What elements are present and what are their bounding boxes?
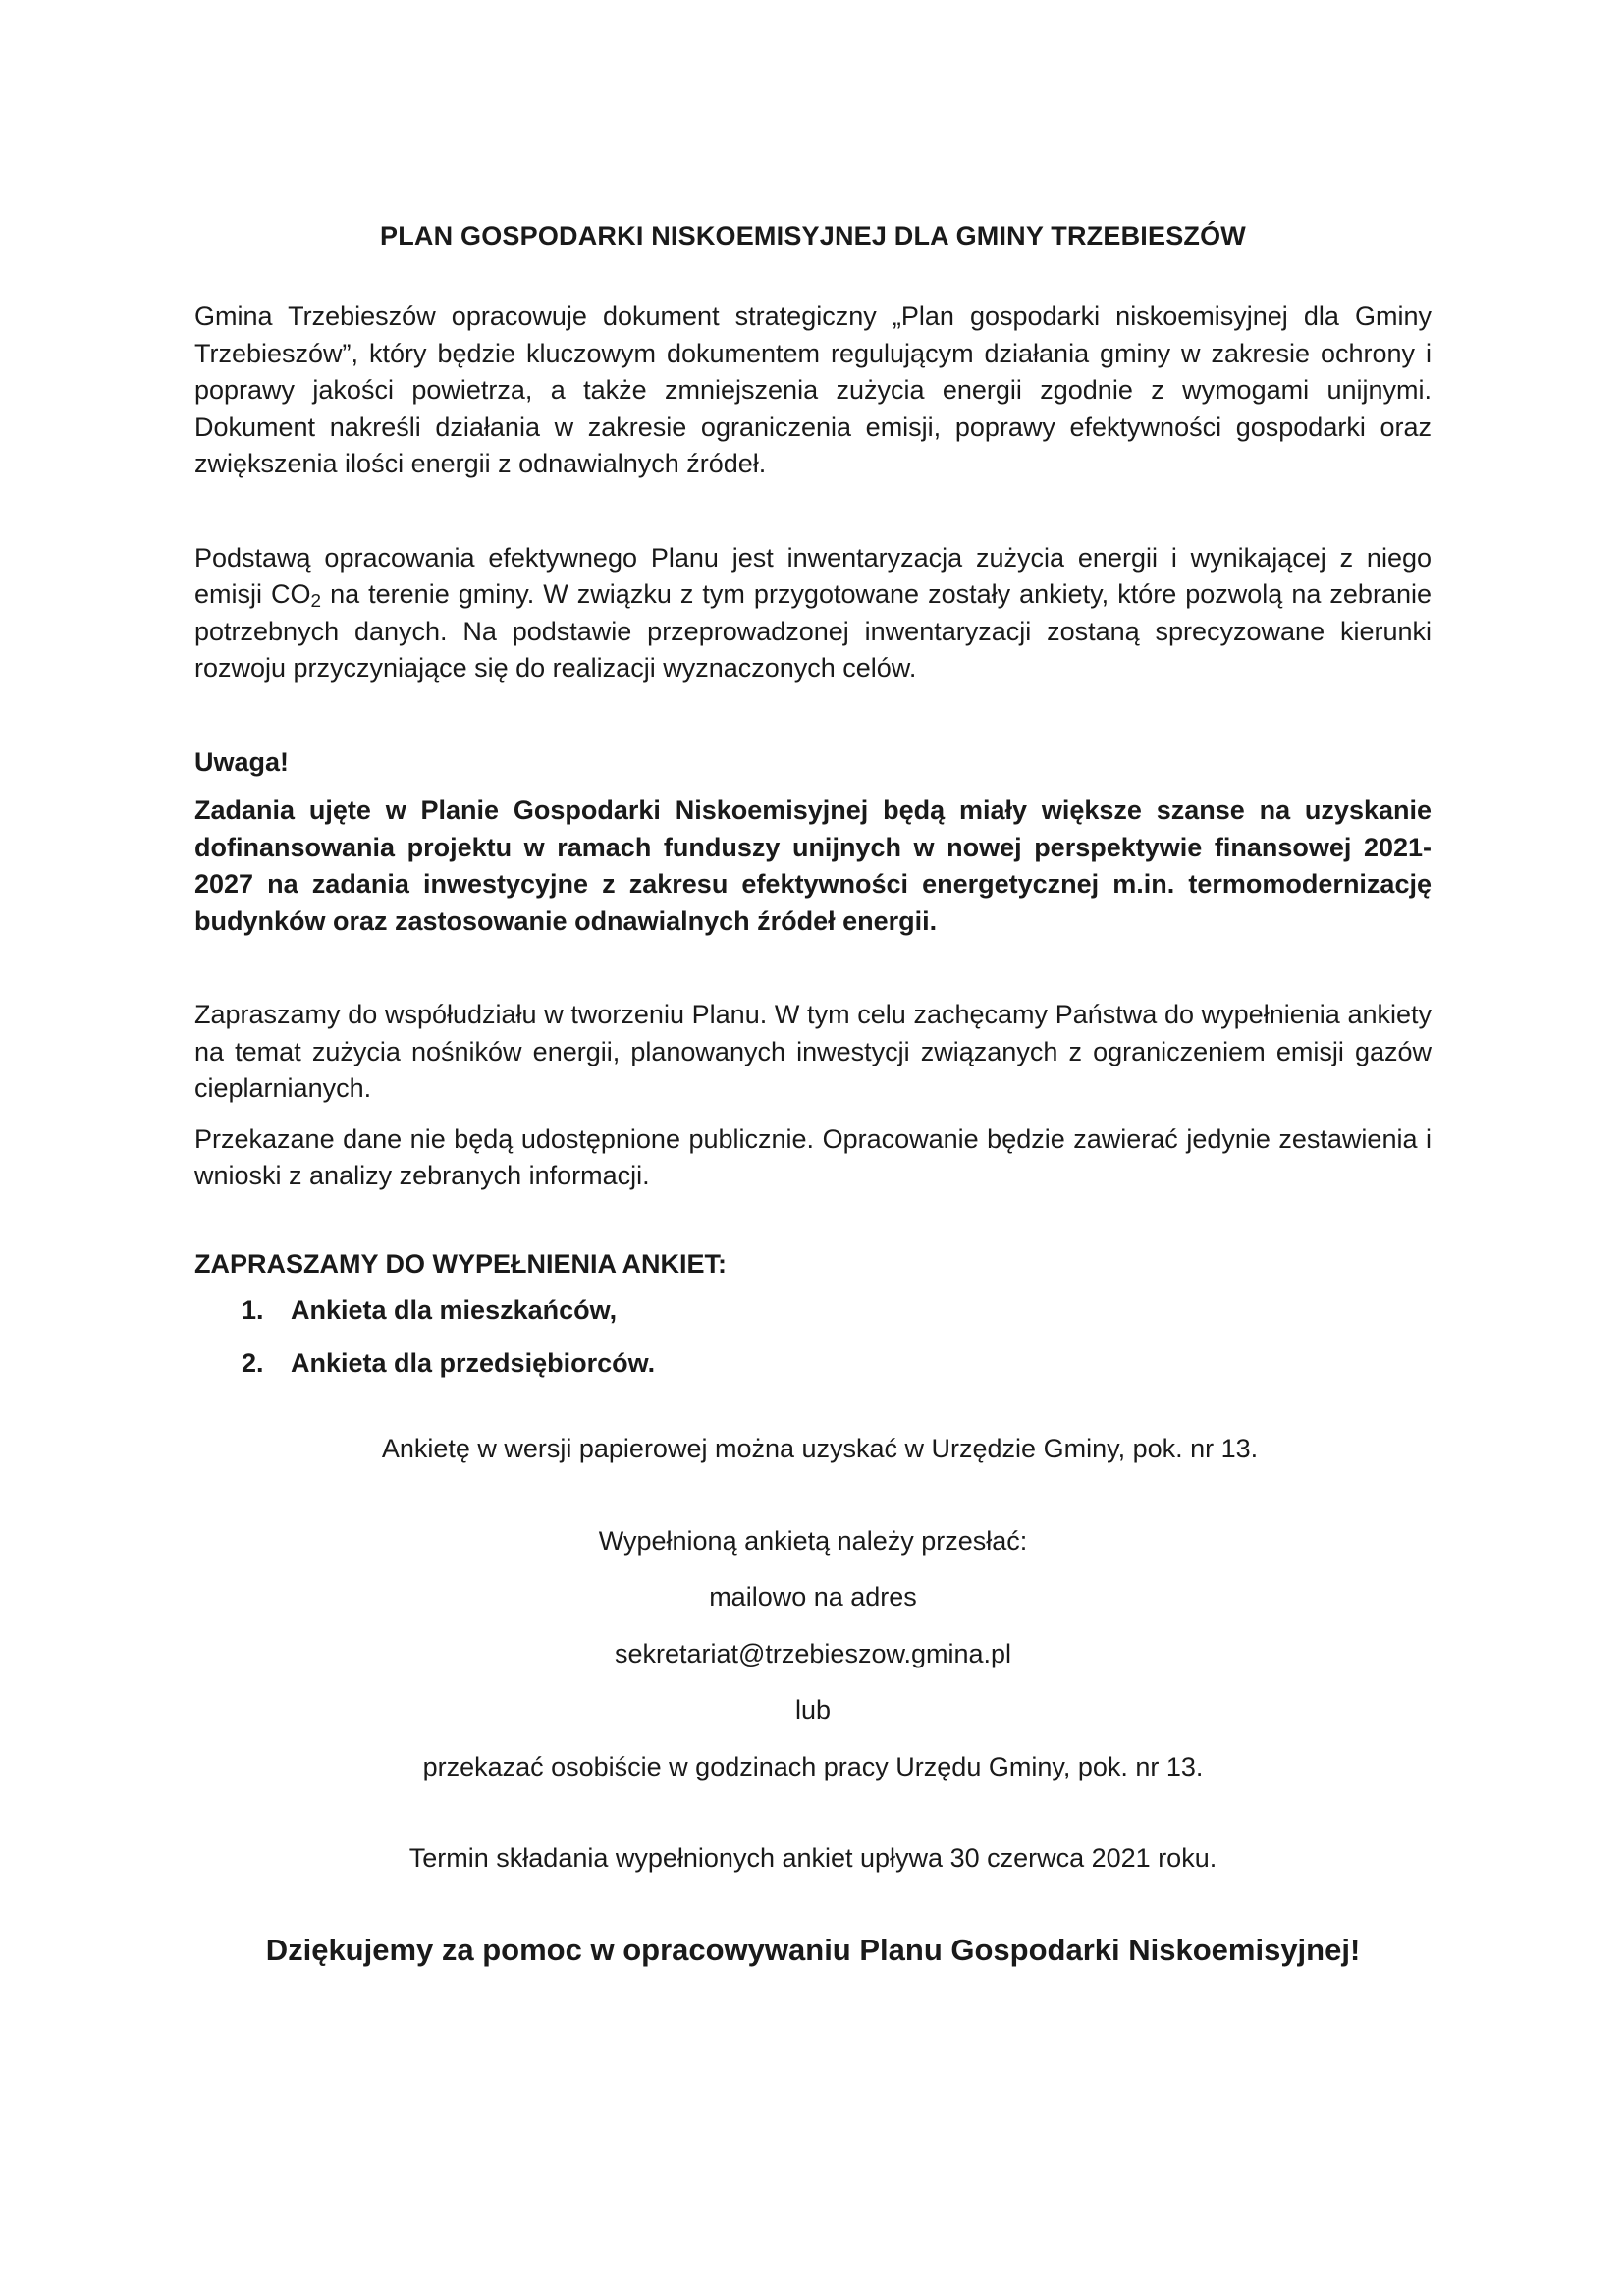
inventory-text-part1: Podstawą opracowania efektywnego Planu jest inwentaryzacja zużycia energii i wynikającej z niego emisji CO	[194, 542, 1432, 609]
notice-paragraph: Zadania ujęte w Planie Gospodarki Niskoemisyjnej będą miały większe szanse na uzyskanie dofinansowania projektu w ramach funduszy unijnych w nowej perspektywie finansowej 2021-2027 na zadania inwestycyjne z zakresu efektywności energetycznej m.in. termomodernizację budynków oraz zastosowanie odnawialnych źródeł energii.	[194, 795, 1432, 936]
deadline-info: Termin składania wypełnionych ankiet upływa 30 czerwca 2021 roku.	[408, 1843, 1217, 1873]
surveys-heading: ZAPRASZAMY DO WYPEŁNIENIA ANKIET:	[194, 1248, 728, 1279]
survey-item-entrepreneurs	[242, 1345, 1432, 1383]
survey-item-number: 2.	[242, 1347, 264, 1378]
send-instructions: Wypełnioną ankietą należy przesłać:	[598, 1525, 1028, 1556]
inventory-paragraph	[194, 540, 1432, 687]
paper-version-info: Ankietę w wersji papierowej można uzyskać w Urzędzie Gminy, pok. nr 13.	[381, 1434, 1259, 1463]
survey-list	[194, 1292, 1432, 1382]
co2-subscript: 2	[310, 590, 322, 612]
inventory-text-part2: na terenie gminy. W związku z tym przygotowane zostały ankiety, które pozwolą na zebranie potrzebnych danych. Na podstawie przeprowadzonej inwentaryzacji zostaną sprecyzowane kierunki rozwoju przyczyniające się do realizacji wyznaczonych celów.	[194, 579, 1432, 683]
invitation-paragraph: Zapraszamy do współudziału w tworzeniu Planu. W tym celu zachęcamy Państwa do wypełnienia ankiety na temat zużycia nośników energii, planowanych inwestycji związanych z ograniczeniem emisji gazów cieplarnianych.	[194, 1000, 1432, 1103]
in-person-info: przekazać osobiście w godzinach pracy Urzędu Gminy, pok. nr 13.	[422, 1751, 1204, 1781]
survey-item-label: Ankieta dla przedsiębiorców.	[291, 1347, 656, 1378]
intro-paragraph: Gmina Trzebieszów opracowuje dokument strategiczny „Plan gospodarki niskoemisyjnej dla Gminy Trzebieszów”, który będzie kluczowym dokumentem regulującym działania gminy w zakresie ochrony i poprawy jakości powietrza, a także zmniejszenia zużycia energii zgodnie z wymogami unijnymi. Dokument nakreśli działania w zakresie ograniczenia emisji, poprawy efektywności gospodarki oraz zwiększenia ilości energii z odnawialnych źródeł.	[194, 301, 1432, 478]
survey-item-residents	[242, 1292, 1432, 1330]
email-address: sekretariat@trzebieszow.gmina.pl	[614, 1638, 1012, 1668]
document-content	[194, 218, 1432, 1970]
or-label: lub	[794, 1695, 832, 1724]
privacy-paragraph: Przekazane dane nie będą udostępnione publicznie. Opracowanie będzie zawierać jedynie zestawienia i wnioski z analizy zebranych informacji.	[194, 1123, 1432, 1190]
notice-label: Uwaga!	[194, 746, 290, 777]
document-title: PLAN GOSPODARKI NISKOEMISYJNEJ DLA GMINY TRZEBIESZÓW	[380, 221, 1246, 250]
survey-item-number: 1.	[242, 1295, 264, 1325]
mail-label: mailowo na adres	[709, 1582, 917, 1612]
survey-item-label: Ankieta dla mieszkańców,	[291, 1295, 618, 1325]
thanks-message: Dziękujemy za pomoc w opracowywaniu Planu Gospodarki Niskoemisyjnej!	[265, 1932, 1361, 1967]
